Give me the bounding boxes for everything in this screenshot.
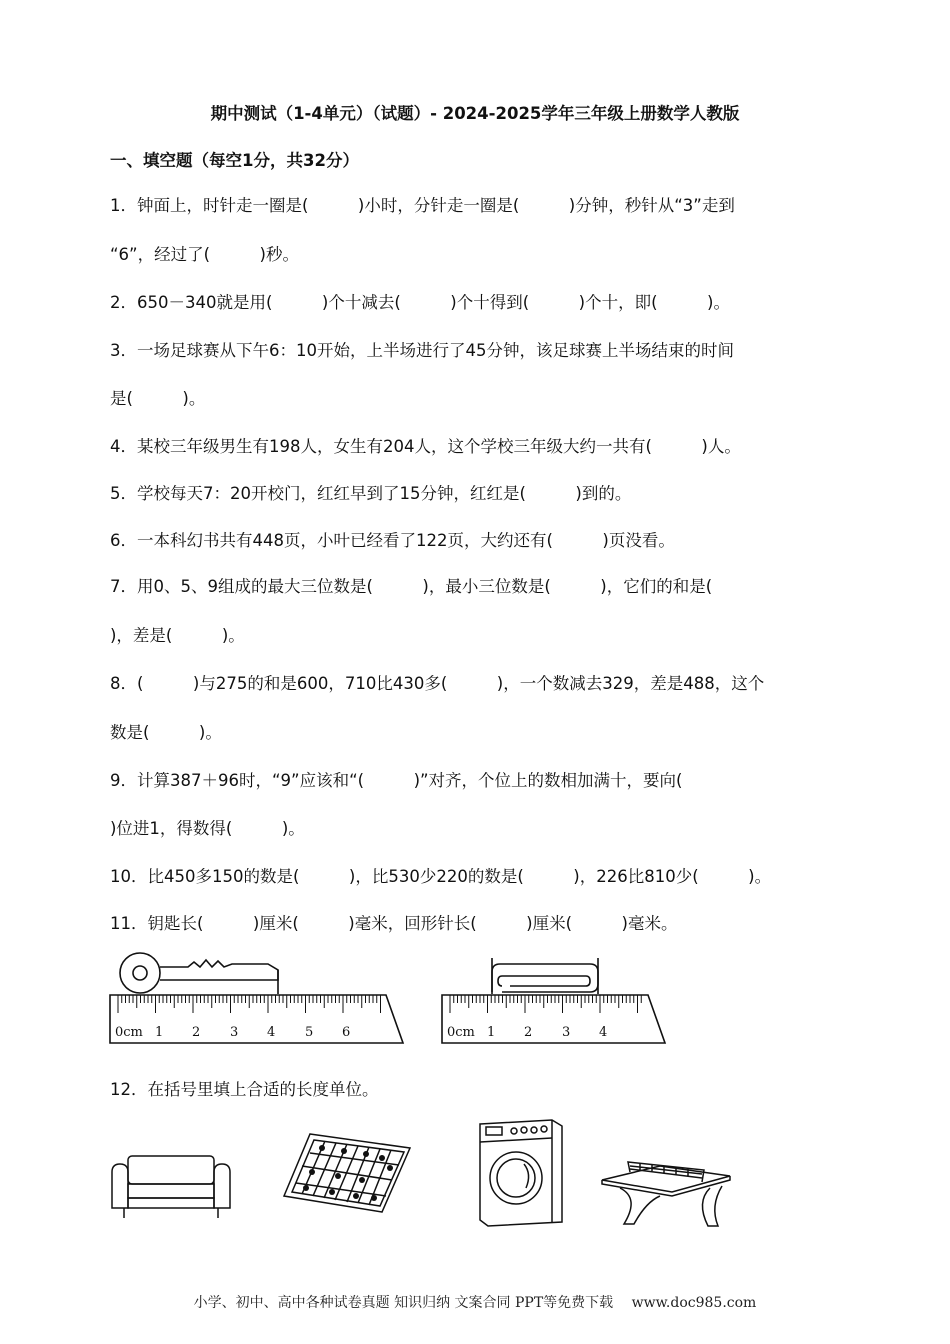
key-ruler-figure <box>108 948 408 1050</box>
ruler-tick-label: 2 <box>524 1025 533 1040</box>
question-1-line-2: “6”，经过了( )秒。 <box>110 245 299 264</box>
page-title: 期中测试（1-4单元）（试题）- 2024-2025学年三年级上册数学人教版 <box>210 104 740 123</box>
ruler-tick-label: 3 <box>562 1025 571 1040</box>
ruler-tick-label: 1 <box>155 1025 164 1040</box>
question-1-line-1: 1．钟面上，时针走一圈是( )小时，分针走一圈是( )分钟，秒针从“3”走到 <box>110 196 735 215</box>
question-7-line-1: 7．用0、5、9组成的最大三位数是( )，最小三位数是( )，它们的和是( <box>110 577 713 596</box>
paperclip-icon <box>492 958 598 994</box>
ruler-tick-label: 5 <box>305 1025 314 1040</box>
ruler-tick-label: 4 <box>599 1025 608 1040</box>
question-10: 10．比450多150的数是( )，比530少220的数是( )，226比810少( )。 <box>110 867 772 886</box>
question-8-line-1: 8．( )与275的和是600，710比430多( )，一个数减去329，差是488，这个 <box>110 674 765 693</box>
ruler-body <box>442 995 665 1043</box>
washing-machine-icon <box>478 1118 566 1228</box>
ruler-unit-label: 0cm <box>447 1025 475 1040</box>
footer-text: 小学、初中、高中各种试卷真题 知识归纳 文案合同 PPT等免费下载 www.doc985.com <box>193 1295 757 1311</box>
question-6: 6．一本科幻书共有448页，小叶已经看了122页，大约还有( )页没看。 <box>110 531 675 550</box>
key-icon <box>120 953 278 994</box>
ruler-tick-label: 4 <box>267 1025 276 1040</box>
table-tennis-table-icon <box>600 1158 732 1230</box>
question-5: 5．学校每天7：20开校门，红红早到了15分钟，红红是( )到的。 <box>110 484 632 503</box>
chessboard-icon <box>282 1130 412 1216</box>
question-9-line-1: 9．计算387＋96时，“9”应该和“( )”对齐，个位上的数相加满十，要向( <box>110 771 683 790</box>
question-11: 11．钥匙长( )厘米( )毫米，回形针长( )厘米( )毫米。 <box>110 914 678 933</box>
question-7-line-2: )，差是( )。 <box>110 626 245 645</box>
section-heading: 一、填空题（每空1分，共32分） <box>110 151 359 170</box>
question-8-line-2: 数是( )。 <box>110 723 222 742</box>
ruler-tick-label: 6 <box>342 1025 351 1040</box>
question-3-line-1: 3．一场足球赛从下午6：10开始，上半场进行了45分钟，该足球赛上半场结束的时间 <box>110 341 734 360</box>
question-2: 2．650－340就是用( )个十减去( )个十得到( )个十，即( )。 <box>110 293 730 312</box>
question-4: 4．某校三年级男生有198人，女生有204人，这个学校三年级大约一共有( )人。 <box>110 437 741 456</box>
ruler-unit-label: 0cm <box>115 1025 143 1040</box>
question-12: 12．在括号里填上合适的长度单位。 <box>110 1080 379 1099</box>
paperclip-ruler-figure <box>440 948 670 1050</box>
ruler-tick-label: 3 <box>230 1025 239 1040</box>
ruler-tick-label: 1 <box>487 1025 496 1040</box>
question-9-line-2: )位进1，得数得( )。 <box>110 819 305 838</box>
question-3-line-2: 是( )。 <box>110 389 206 408</box>
ruler-tick-label: 2 <box>192 1025 201 1040</box>
sofa-icon <box>110 1150 232 1220</box>
